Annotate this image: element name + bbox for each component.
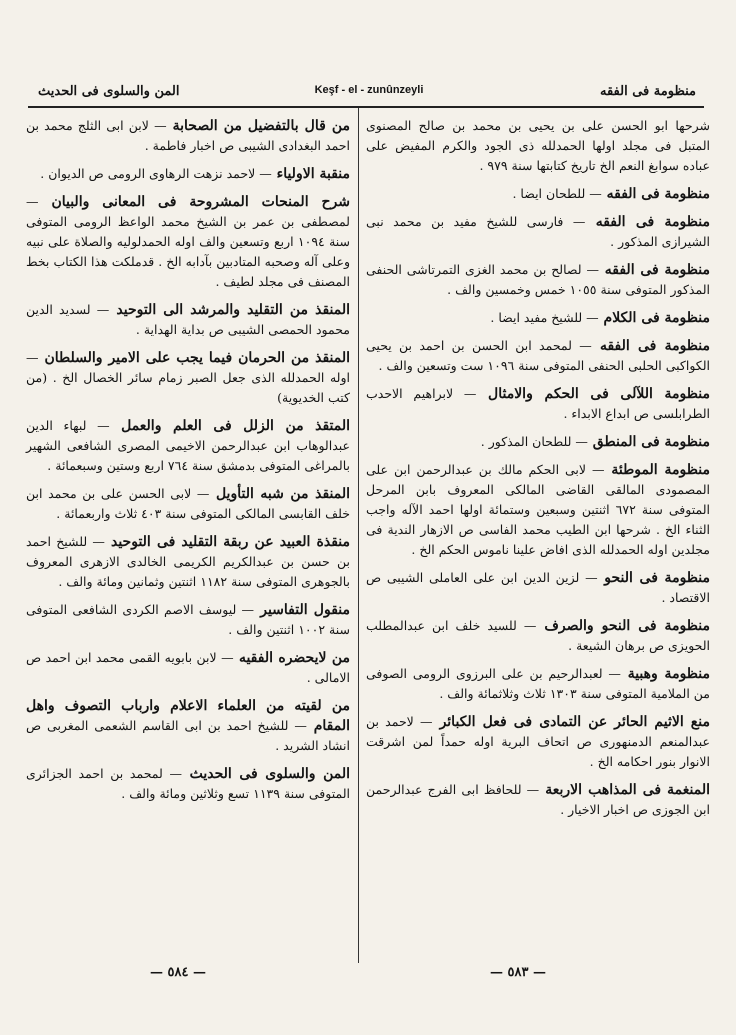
entry-title: منظومة فى الفقه xyxy=(595,214,710,230)
left-column xyxy=(26,116,350,812)
entry-body: — لبهاء الدين عبدالوهاب ابن عبدالرحمن الاخيمى المصرى الشافعى الشهير بالمراغى المتوفى بدمشق سنة ٧٦٤ اربع وستين وسبعمائة . xyxy=(26,418,350,473)
bibliography-entry xyxy=(26,484,350,524)
entry-body: — لاحمد نزهت الرهاوى الرومى ص الديوان . xyxy=(40,166,272,181)
entry-title: منقبة الاولياء xyxy=(276,166,350,182)
bibliography-entry xyxy=(366,308,710,328)
entry-title: المنقذ من التقليد والمرشد الى التوحيد xyxy=(116,302,351,318)
entry-title: المنقذ من شبه التأويل xyxy=(215,486,350,502)
entry-title: منظومة الموطئة xyxy=(611,462,710,478)
page-number-left: — ٥٨٤ — xyxy=(150,965,207,980)
entry-title: من لايحضره الفقيه xyxy=(238,650,350,666)
bibliography-entry xyxy=(26,348,350,408)
entry-body: شرحها ابو الحسن على بن يحيى بن محمد بن صالح المصنوى المتبل فى مجلد اولها الحمدلله ذى الجود والكرم المفيض على عباده سوابغ النعم الخ تاريخ كتابتها سنة ٩٧٩ . xyxy=(366,118,710,173)
entry-body: — لصالح بن محمد الغزى التمرتاشى الحنفى المذكور المتوفى سنة ١٠٥٥ خمس وخمسين والف . xyxy=(366,262,710,297)
entry-title: منظومة وهبية xyxy=(627,666,711,682)
entry-body: — للشيخ مفيد ايضا . xyxy=(490,310,599,325)
bibliography-entry xyxy=(366,116,710,176)
entry-title: منظومة فى الكلام xyxy=(603,310,710,326)
bibliography-entry xyxy=(26,600,350,640)
entry-title: من لقيته من العلماء الاعلام وارباب التصوف واهل المقام xyxy=(26,698,351,734)
entry-title: منظومة فى النحو xyxy=(604,570,711,586)
entry-body: — اوله الحمدلله الذى جعل الصبر زمام سائر الخصال الخ . (من كتب الخديوية) xyxy=(26,350,350,405)
entry-title: منع الاثيم الحائر عن التمادى فى فعل الكبائر xyxy=(439,714,710,730)
entry-body: — للحافظ ابى الفرج عبدالرحمن ابن الجوزى ص اخبار الاخيار . xyxy=(366,782,710,817)
entry-body: — لابى الحسن على بن محمد ابن خلف القابسى المالكى المتوفى سنة ٤٠٣ ثلاث واربعمائة . xyxy=(26,486,350,521)
entry-title: منظومة فى الفقه xyxy=(599,338,711,354)
entry-title: المنغمة فى المذاهب الاربعة xyxy=(545,782,710,798)
entry-body: — لمحمد بن احمد الجزائرى المتوفى سنة ١١٣٩ تسع وثلاثين ومائة والف . xyxy=(26,766,350,801)
entry-body: — لابن بابويه القمى محمد ابن احمد ص الامالى . xyxy=(26,650,350,685)
bibliography-entry xyxy=(26,116,350,156)
entry-body: — للشيخ احمد بن حسن بن عبدالكريم الكريمى الخالدى الازهرى المعروف بالجوهرى المتوفى سنة ١١٨٢ اثنتين وثمانين ومائة والف . xyxy=(26,534,350,589)
header-center-title: Keşf - el - zunûnzeyli xyxy=(314,84,424,96)
bibliography-entry xyxy=(366,712,710,772)
header-right-title: منظومة فى الفقه xyxy=(600,84,696,99)
bibliography-entry xyxy=(366,432,710,452)
bibliography-entry xyxy=(366,260,710,300)
entry-title: المن والسلوى فى الحديث xyxy=(189,766,351,782)
entry-title: منظومة فى الفقه xyxy=(604,262,710,278)
entry-title: منقذة العبيد عن ربقة التقليد فى التوحيد xyxy=(110,534,350,550)
entry-title: من قال بالتفضيل من الصحابة xyxy=(172,118,351,134)
bibliography-entry xyxy=(26,764,350,804)
bibliography-entry xyxy=(366,568,710,608)
bibliography-entry xyxy=(26,300,350,340)
bibliography-entry xyxy=(26,416,350,476)
entry-body: — لزين الدين ابن على العاملى الشيبى ص الاقتصاد . xyxy=(366,570,710,605)
header-rule xyxy=(28,106,704,108)
bibliography-entry xyxy=(366,336,710,376)
bibliography-entry xyxy=(26,648,350,688)
bibliography-entry xyxy=(366,780,710,820)
entry-body: — للسيد خلف ابن عبدالمطلب الحويزى ص برهان الشيعة . xyxy=(366,618,710,653)
entry-body: — للطحان ايضا . xyxy=(512,186,602,201)
entry-body: — لسديد الدين محمود الحمصى الشيبى ص بداية الهداية . xyxy=(26,302,350,337)
entry-body: — للشيخ احمد بن ابى القاسم الشعمى المغربى ص انشاد الشريد . xyxy=(26,718,350,753)
bibliography-entry xyxy=(26,192,350,292)
entry-body: — لعبدالرحيم بن على البرزوى الرومى الصوفى من الملامية المتوفى سنة ١٣٠٣ ثلاث وثلاثمائة والف . xyxy=(366,666,710,701)
bibliography-entry xyxy=(366,664,710,704)
entry-body: — لمحمد ابن الحسن بن احمد بن يحيى الكواكبى الحلبى الحنفى المتوفى سنة ١٠٩٦ ست وتسعين والف . xyxy=(366,338,710,373)
bibliography-entry xyxy=(366,460,710,560)
bibliography-entry xyxy=(366,212,710,252)
entry-title: منظومة فى المنطق xyxy=(592,434,710,450)
running-header xyxy=(20,84,718,104)
right-column xyxy=(366,116,710,828)
entry-title: المنقذ من الحرمان فيما يجب على الامير والسلطان xyxy=(44,350,350,366)
entry-title: منظومة فى الفقه xyxy=(606,186,710,202)
entry-body: — لاحمد بن عبدالمنعم الدمنهورى ص اتحاف البرية اوله حمداً لمن اشرقت الانوار بنور احكامه الخ . xyxy=(366,714,710,769)
header-left-title: المن والسلوى فى الحديث xyxy=(38,84,180,99)
entry-body: — ليوسف الاصم الكردى الشافعى المتوفى سنة ١٠٠٢ اثنتين والف . xyxy=(26,602,350,637)
entry-body: — لمصطفى بن عمر بن الشيخ محمد الواعظ الرومى المتوفى سنة ١٠٩٤ اربع وتسعين والف اوله الحمدلوليه والصلاة على نبيه وعلى آله وصحبه المتادبين بآدابه الخ . قدملكت هذا الكتاب بخط المصنف فى مجلد لطيف . xyxy=(26,194,351,289)
entry-body: — للطحان المذكور . xyxy=(480,434,588,449)
bibliography-entry xyxy=(26,532,350,592)
entry-title: شرح المنحات المشروحة فى المعانى والبيان xyxy=(51,194,351,210)
entry-body: — لابى الحكم مالك بن عبدالرحمن ابن على المصمودى المالقى القاضى المالكى المعروف بابن المرحل المتوفى سنة ٦٧٢ اثنتين وسبعين وستمائة اولها احمد الآله واجب الثناء الخ . شرحها ابن الطيب محمد الفاسى ص الازهار الندية فى مجلدين اوله الحمدلله الذى افاض علينا ناموس الحكم الخ . xyxy=(366,462,710,557)
entry-body: — لابراهيم الاحدب الطرابلسى ص ابداع الابداء . xyxy=(366,386,710,421)
page-number-right: — ٥٨٣ — xyxy=(490,965,547,980)
column-divider xyxy=(358,108,359,963)
entry-title: منقول التفاسير xyxy=(260,602,351,618)
bibliography-entry xyxy=(26,164,350,184)
entry-title: المتقذ من الزلل فى العلم والعمل xyxy=(121,418,351,434)
entry-body: — فارسى للشيخ مفيد بن محمد نبى الشيرازى المذكور . xyxy=(366,214,710,249)
bibliography-entry xyxy=(366,384,710,424)
entry-body: — لابن ابى الثلج محمد بن احمد البغدادى الشيبى ص اخبار فاطمة . xyxy=(26,118,350,153)
bibliography-entry xyxy=(26,696,350,756)
bibliography-entry xyxy=(366,616,710,656)
bibliography-entry xyxy=(366,184,710,204)
entry-title: منظومة اللآلى فى الحكم والامثال xyxy=(488,386,710,402)
entry-title: منظومة فى النحو والصرف xyxy=(544,618,710,634)
